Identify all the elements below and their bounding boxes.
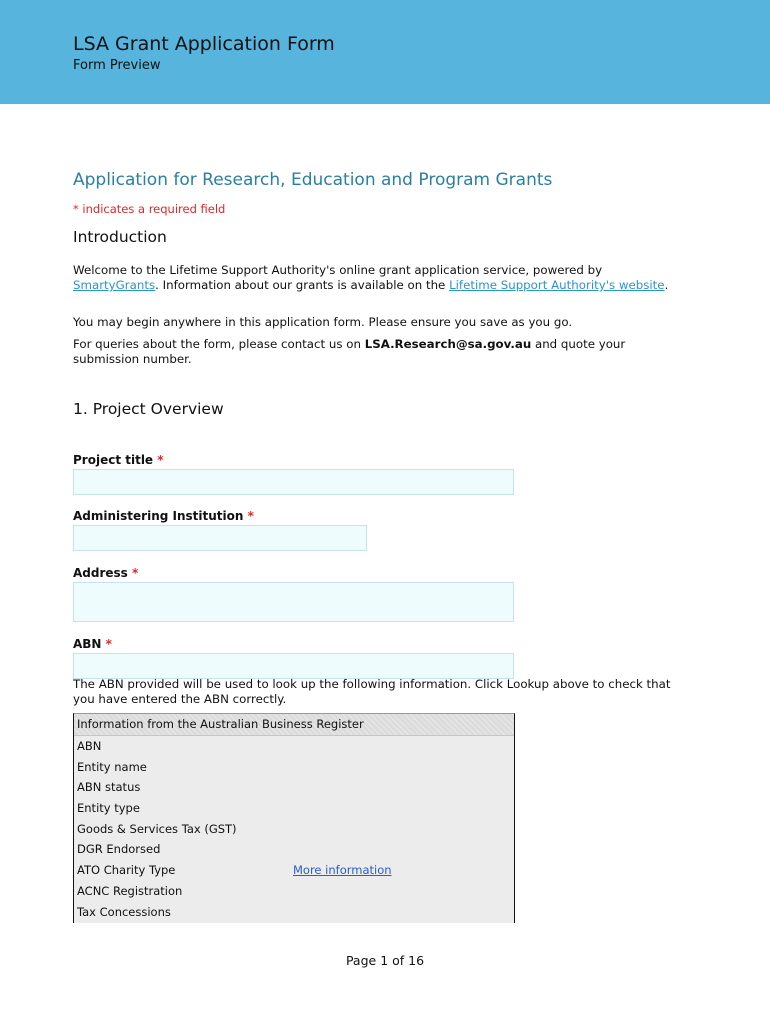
abr-row-ato-charity-type: ATO Charity Type More information xyxy=(74,860,514,881)
required-marker: * xyxy=(105,637,112,651)
abr-row-dgr-endorsed: DGR Endorsed xyxy=(77,842,161,857)
intro-paragraph-2: You may begin anywhere in this application form. Please ensure you save as you go. xyxy=(73,315,573,329)
abr-info-table xyxy=(73,713,515,923)
abr-row-acnc-registration: ACNC Registration xyxy=(77,883,183,898)
abr-row-tax-concessions: Tax Concessions xyxy=(77,904,171,919)
abr-row-abn: ABN xyxy=(77,739,102,753)
lsa-website-link[interactable]: Lifetime Support Authority's website xyxy=(449,278,665,292)
abr-row-gst: Goods & Services Tax (GST) xyxy=(77,821,237,836)
form-heading: Application for Research, Education and Program Grants xyxy=(73,170,553,190)
more-information-link[interactable]: More information xyxy=(293,863,392,878)
introduction-heading: Introduction xyxy=(73,228,167,246)
intro-paragraph-3: For queries about the form, please contact us on LSA.Research@sa.gov.au and quote your submission number. xyxy=(73,337,626,366)
abn-label: ABN * xyxy=(73,637,112,651)
intro-paragraph-1: Welcome to the Lifetime Support Authority's online grant application service, powered by SmartyGrants. Information about our grants is available on the Lifetime Support Authority's website. xyxy=(73,263,669,292)
abn-note: The ABN provided will be used to look up the following information. Click Lookup above to check that you have entered the ABN correctly. xyxy=(73,677,671,706)
contact-email: LSA.Research@sa.gov.au xyxy=(364,337,532,351)
required-field-note: * indicates a required field xyxy=(73,202,226,216)
address-input[interactable] xyxy=(73,582,514,622)
abr-row-entity-type: Entity type xyxy=(77,801,140,816)
abr-row-abn-status: ABN status xyxy=(77,780,141,795)
project-title-input[interactable] xyxy=(73,469,514,495)
required-marker: * xyxy=(132,566,139,580)
page-header xyxy=(0,0,770,104)
page-number: Page 1 of 16 xyxy=(345,953,425,968)
app-title: LSA Grant Application Form xyxy=(73,33,335,55)
required-marker: * xyxy=(247,509,254,523)
smartygrants-link[interactable]: SmartyGrants xyxy=(73,278,156,292)
abn-input[interactable] xyxy=(73,653,514,679)
abr-row-entity-name: Entity name xyxy=(77,759,147,774)
section-project-overview-heading: 1. Project Overview xyxy=(73,400,224,418)
abr-table-header: Information from the Australian Business Register xyxy=(74,714,514,736)
administering-institution-input[interactable] xyxy=(73,525,367,551)
required-marker: * xyxy=(157,453,164,467)
administering-institution-label: Administering Institution * xyxy=(73,509,254,523)
address-label: Address * xyxy=(73,566,139,580)
app-subtitle: Form Preview xyxy=(73,58,161,73)
project-title-label: Project title * xyxy=(73,453,164,467)
